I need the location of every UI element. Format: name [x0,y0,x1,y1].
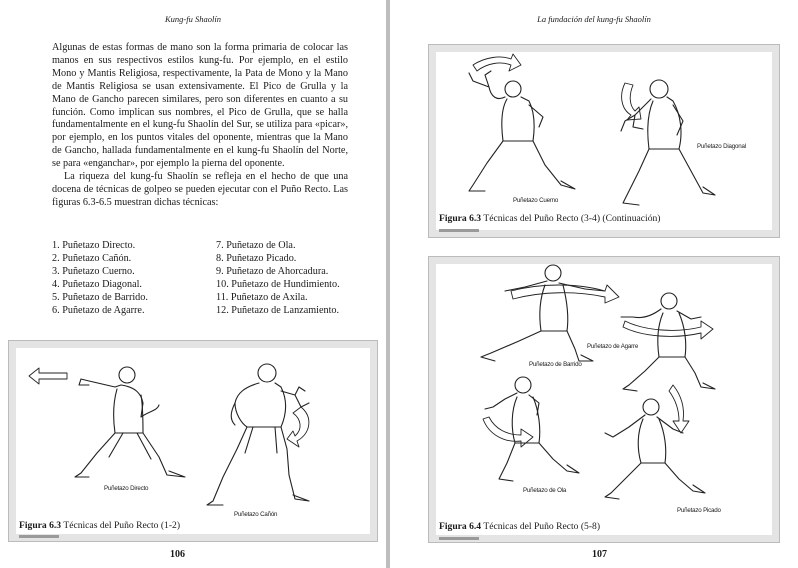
label-directo: Puñetazo Directo [104,485,149,492]
caption-text: Técnicas del Puño Recto (1-2) [61,520,181,531]
caption-label: Figura 6.4 [439,521,482,532]
list-item: 8. Puñetazo Picado. [216,252,297,264]
caption-text: Técnicas del Puño Recto (5-8) [481,521,601,532]
figure-horn-punch-illustration [469,54,575,191]
left-page [0,0,386,568]
list-item: 2. Puñetazo Cañón. [52,252,132,264]
figure-caption [19,520,180,531]
technique-list-col2 [216,240,340,317]
label-cuerno: Puñetazo Cuerno [513,197,559,204]
right-page [390,0,798,568]
caption-underline [19,535,59,538]
page-number-left: 106 [170,549,185,560]
caption-label: Figura 6.3 [439,213,482,224]
list-item: 5. Puñetazo de Barrido. [52,291,148,303]
figure-grabbing-punch-illustration [621,293,715,391]
list-item: 10. Puñetazo de Hundimiento. [216,278,340,290]
body-text [52,42,348,210]
label-barrido: Puñetazo de Barrido [529,361,582,368]
label-picado: Puñetazo Picado [677,507,721,514]
caption-label: Figura 6.3 [19,520,62,531]
paragraph-2: La riqueza del kung-fu Shaolín se refleja en el hecho de que una docena de técnicas de golpeo se pueden ejecutar con el Puño Recto. Las figuras 6.3-6.5 muestran dichas técnicas: [52,171,348,208]
label-canon: Puñetazo Cañón [234,511,278,518]
label-agarre: Puñetazo de Agarre [587,343,639,350]
martial-artist-illustrations [9,341,377,541]
list-item: 1. Puñetazo Directo. [52,240,136,251]
label-diagonal: Puñetazo Diagonal [697,143,746,150]
paragraph-1: Algunas de estas formas de mano son la forma primaria de colocar las manos en sus respectivos estilos kung-fu. Por ejemplo, en el estilo Mono y Mantis Religiosa, respectivamente, la Pata de Mono y la Mano de Mantis Religiosa se usan extensivamente. El Pico de Grulla y la Mano de Gancho parecen similares, pero son diferentes en cuanto a su función. Como implican sus nombres, el Pico de Grulla, que se halla fundamentalmente en el kung-fu Shaolín del Sur, se utiliza para «picar», por ejemplo, en los puntos vitales del oponente, mientras que la Mano de Gancho, hallada fundamentalmente en el kung-fu Shaolín del Norte, se para «enganchar», por ejemplo la pierna del oponente. [52,42,348,170]
list-item: 4. Puñetazo Diagonal. [52,278,142,290]
list-item: 12. Puñetazo de Lanzamiento. [216,304,340,316]
running-head-left: Kung-fu Shaolín [165,14,221,24]
figure-straight-punch-illustration [29,367,185,477]
caption-underline [439,537,479,540]
list-item: 11. Puñetazo de Axila. [216,291,308,303]
caption-underline [439,229,479,232]
figure-6-4 [428,256,780,543]
figure-caption [439,521,600,532]
figure-cannon-punch-illustration [207,364,309,505]
figure-thrusting-punch-illustration [605,385,705,499]
martial-artist-illustrations [429,257,779,542]
list-item: 3. Puñetazo Cuerno. [52,265,135,277]
running-head-right: La fundación del kung-fu Shaolín [537,14,651,24]
figure-wave-punch-illustration [483,377,579,481]
page-number-right: 107 [592,549,607,560]
label-ola: Puñetazo de Ola [523,487,567,494]
technique-list-col1 [52,240,148,317]
list-item: 6. Puñetazo de Agarre. [52,304,145,316]
list-item: 9. Puñetazo de Ahorcadura. [216,265,329,277]
figure-6-3-part2 [428,44,780,238]
caption-text: Técnicas del Puño Recto (3-4) (Continuación) [481,213,661,224]
figure-6-3-part1 [8,340,378,542]
figure-caption [439,213,661,224]
martial-artist-illustrations [429,45,779,237]
list-item: 7. Puñetazo de Ola. [216,240,296,251]
